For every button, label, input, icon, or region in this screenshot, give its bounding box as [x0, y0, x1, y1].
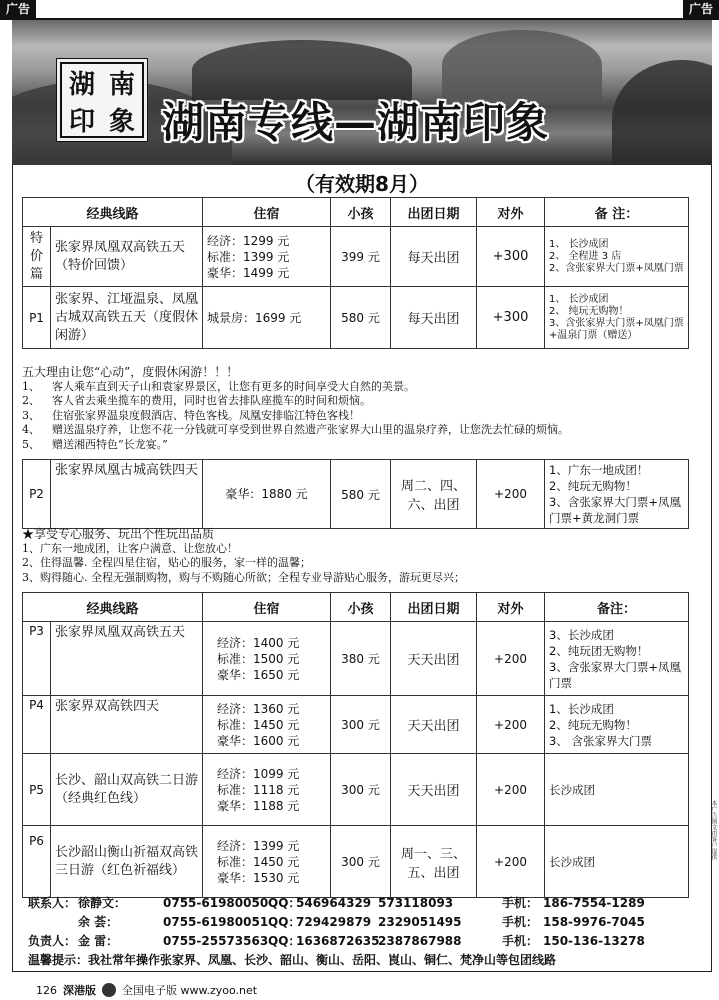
ad-label-right: 广告 — [683, 0, 719, 18]
table-row: P1 张家界、江垭温泉、凤凰古城双高铁五天（度假休闲游） 城景房：1699 元 580 元 每天出团 +300 1、 长沙成团 2、 纯玩无购物！ 3、含张家界大门票+凤凰门票+温泉门票（赠送） — [23, 287, 689, 349]
banner-title: 湖南专线—湖南印象 — [162, 98, 550, 147]
routes-table-1 — [22, 197, 689, 349]
table-row: P4 张家界双高铁四天 经济：1360 元 标准：1450 元 豪华：1600 元 300 元 天天出团 +200 1、长沙成团 2、纯玩无购物！ 3、 含张家界大门票 — [23, 696, 689, 754]
hunan-seal-logo: 湖 南 印 象 — [60, 62, 144, 138]
list-item: 1、广东一地成团，让客户满意、让您放心！ — [22, 541, 238, 555]
tip-row: 温馨提示：我社常年操作张家界、凤凰、长沙、韶山、衡山、岳阳、崀山、铜仁、梵净山等包团线路 — [28, 953, 557, 967]
list-item: 2、 客人省去乘坐揽车的费用，同时也省去排队座揽车的时间和烦恼。 — [22, 394, 371, 407]
list-item: 2、住得温馨. 全程四星住宿，贴心的服务，家一样的温馨； — [22, 556, 311, 569]
publisher-logo-icon — [102, 983, 116, 997]
site-url[interactable]: 全国电子版 www.zyoo.net — [122, 984, 258, 997]
list-item: 3、 住宿张家界温泉度假酒店、特色客栈。凤凰安排临江特色客栈！ — [22, 408, 360, 422]
table-row: P2 张家界凤凰古城高铁四天 豪华：1880 元 580 元 周二、四、 六、出团 +200 1、广东一地成团！ 2、纯玩无购物！ 3、含张家界大门票+凤凰门票+黄龙洞门票 — [23, 460, 689, 529]
routes-table-2 — [22, 592, 689, 898]
five-reasons-section — [22, 365, 688, 452]
mountain-shape — [612, 60, 712, 165]
list-item: 4、 赠送温泉疗养，让您不花一分钱就可享受到世界自然遗产张家界大山里的温泉疗养，让您洗去忙碌的烦恼。 — [22, 423, 569, 436]
section-heading: 五大理由让您“心动”，度假休闲游！！！ — [22, 365, 239, 379]
contact-row: 负责人： 金 雷： 0755-25573563 QQ： 1636872635 2387867988 手机： 150-136-13278 — [28, 934, 645, 948]
contact-block — [28, 894, 688, 970]
table-header: 经典线路 住宿 小孩 出团日期 对外 备注： — [23, 593, 689, 622]
banner — [12, 20, 712, 165]
table-header: 经典线路 住宿 小孩 出团日期 对外 备 注： — [23, 198, 689, 227]
edition-label: 深港版 — [63, 984, 96, 997]
quality-section — [22, 527, 688, 585]
page-number: 126 — [36, 983, 57, 997]
table-row: 特 价 篇 张家界凤凰双高铁五天 （特价回馈） 经济：1299 元 标准：1399 元 豪华：1499 元 399 元 每天出团 +300 1、 长沙成团 2、 全程进 3 店 2、含张家界大门票+凤凰门票 — [23, 227, 689, 287]
contact-row: 余 荟： 0755-61980051 QQ： 729429879 2329051495 手机： 158-9976-7045 — [78, 915, 645, 929]
page-footer — [36, 982, 257, 998]
validity-period: （有效期8月） — [295, 172, 429, 196]
table-row: P3 张家界凤凰双高铁五天 经济：1400 元 标准：1500 元 豪华：1650 元 380 元 天天出团 +200 3、长沙成团 2、纯玩团无购物！ 3、含张家界大门票+凤凰门票 — [23, 622, 689, 696]
contact-row: 联系人： 徐静文： 0755-61980050 QQ： 546964329 573118093 手机： 186-7554-1289 — [28, 896, 645, 910]
ad-label-left: 广告 — [0, 0, 36, 18]
routes-table-p2 — [22, 459, 689, 529]
table-row: P6 长沙韶山衡山祈福双高铁三日游（红色祈福线） 经济：1399 元 标准：1450 元 豪华：1530 元 300 元 周一、三、 五、出团 +200 长沙成团 — [23, 826, 689, 898]
table-row: P5 长沙、韶山双高铁二日游（经典红色线） 经济：1099 元 标准：1118 元 豪华：1188 元 300 元 天天出团 +200 长沙成团 — [23, 754, 689, 826]
section-heading: ★享受专心服务、玩出个性玩出品质 — [22, 527, 215, 541]
list-item: 5、 赠送湘西特色“长龙宴。” — [22, 437, 168, 451]
list-item: 1、 客人乘车直到天子山和袁家界景区，让您有更多的时间享受大自然的美景。 — [22, 379, 415, 393]
list-item: 3、购得随心. 全程无强制购物，购与不购随心所欲；全程专业导游贴心服务，游玩更尽兴； — [22, 570, 465, 584]
vertical-disclaimer: 本广告图文由客户提供 — [710, 800, 717, 860]
